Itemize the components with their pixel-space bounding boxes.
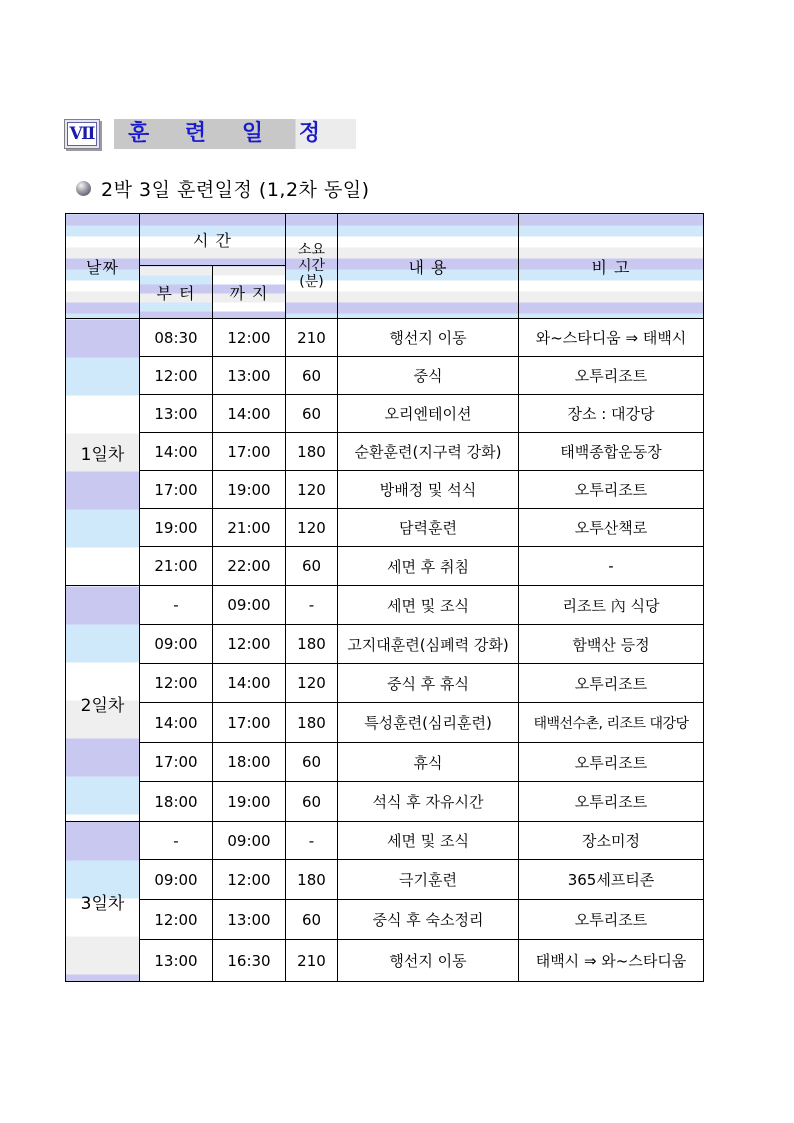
subtitle-text: 2박 3일 훈련일정 (1,2차 동일): [101, 178, 370, 201]
header-duration: 소요 시간 (분): [286, 214, 338, 319]
table-row: [66, 319, 704, 357]
time-to: 13:00: [213, 900, 286, 940]
content: 방배정 및 석식: [338, 471, 519, 509]
duration: 210: [286, 940, 338, 982]
duration: 60: [286, 547, 338, 586]
content: 행선지 이동: [338, 940, 519, 982]
duration: 210: [286, 319, 338, 357]
time-to: 12:00: [213, 860, 286, 900]
duration: -: [286, 822, 338, 860]
time-from: 17:00: [140, 743, 213, 782]
duration: 120: [286, 664, 338, 703]
content: 고지대훈련(심폐력 강화): [338, 625, 519, 664]
content: 석식 후 자유시간: [338, 782, 519, 822]
time-to: 12:00: [213, 625, 286, 664]
note: 오투리조트: [519, 471, 704, 509]
time-to: 09:00: [213, 822, 286, 860]
time-from: 12:00: [140, 357, 213, 395]
duration: 180: [286, 703, 338, 743]
time-from: 14:00: [140, 703, 213, 743]
time-to: 17:00: [213, 703, 286, 743]
note: 오투리조트: [519, 743, 704, 782]
table-row: [66, 743, 704, 782]
time-from: 18:00: [140, 782, 213, 822]
note: 오투리조트: [519, 664, 704, 703]
duration: 60: [286, 357, 338, 395]
time-from: 14:00: [140, 433, 213, 471]
content: 중식 후 휴식: [338, 664, 519, 703]
note: 365세프티존: [519, 860, 704, 900]
table-row: [66, 940, 704, 982]
note: 리조트 內 식당: [519, 586, 704, 625]
time-from: 09:00: [140, 860, 213, 900]
duration: 120: [286, 471, 338, 509]
time-to: 16:30: [213, 940, 286, 982]
time-from: -: [140, 586, 213, 625]
section-number-box: [64, 119, 100, 149]
schedule-subtitle: [76, 175, 370, 201]
duration: 60: [286, 743, 338, 782]
header-to: 까 지: [213, 266, 286, 319]
note: 오투리조트: [519, 357, 704, 395]
content: 휴식: [338, 743, 519, 782]
content: 세면 및 조식: [338, 822, 519, 860]
note: 함백산 등정: [519, 625, 704, 664]
section-number: Ⅶ: [67, 122, 97, 146]
time-to: 14:00: [213, 395, 286, 433]
duration: 180: [286, 433, 338, 471]
content: 중식: [338, 357, 519, 395]
duration: 60: [286, 782, 338, 822]
content: 특성훈련(심리훈련): [338, 703, 519, 743]
time-from: -: [140, 822, 213, 860]
table-row: [66, 471, 704, 509]
note: 태백시 ⇒ 와~스타디움: [519, 940, 704, 982]
content: 순환훈련(지구력 강화): [338, 433, 519, 471]
time-from: 21:00: [140, 547, 213, 586]
content: 담력훈련: [338, 509, 519, 547]
note: 와~스타디움 ⇒ 태백시: [519, 319, 704, 357]
content: 세면 후 취침: [338, 547, 519, 586]
time-to: 21:00: [213, 509, 286, 547]
time-from: 12:00: [140, 664, 213, 703]
sphere-bullet-icon: [76, 181, 91, 196]
time-to: 12:00: [213, 319, 286, 357]
section-header: [64, 117, 356, 151]
day-label: 1일차: [66, 319, 140, 586]
table-row: [66, 664, 704, 703]
time-to: 13:00: [213, 357, 286, 395]
day-label: 2일차: [66, 586, 140, 822]
header-from: 부 터: [140, 266, 213, 319]
header-note: 비 고: [519, 214, 704, 319]
content: 세면 및 조식: [338, 586, 519, 625]
note: 태백선수촌, 리조트 대강당: [519, 703, 704, 743]
duration: 120: [286, 509, 338, 547]
note: 태백종합운동장: [519, 433, 704, 471]
content: 극기훈련: [338, 860, 519, 900]
header-date: 날짜: [66, 214, 140, 319]
table-row: [66, 703, 704, 743]
time-to: 14:00: [213, 664, 286, 703]
table-row: [66, 822, 704, 860]
note: 장소미정: [519, 822, 704, 860]
note: 오투리조트: [519, 900, 704, 940]
duration: 180: [286, 860, 338, 900]
table-row: [66, 509, 704, 547]
time-to: 22:00: [213, 547, 286, 586]
note: 오투리조트: [519, 782, 704, 822]
time-to: 18:00: [213, 743, 286, 782]
section-title: 훈 련 일 정: [128, 121, 334, 146]
header-time: 시 간: [140, 214, 286, 266]
table-row: [66, 395, 704, 433]
note: 장소 : 대강당: [519, 395, 704, 433]
table-row: [66, 782, 704, 822]
time-to: 17:00: [213, 433, 286, 471]
table-row: [66, 625, 704, 664]
duration: 60: [286, 900, 338, 940]
content: 오리엔테이션: [338, 395, 519, 433]
header-content: 내 용: [338, 214, 519, 319]
time-from: 13:00: [140, 940, 213, 982]
duration: 180: [286, 625, 338, 664]
content: 행선지 이동: [338, 319, 519, 357]
time-from: 08:30: [140, 319, 213, 357]
time-from: 17:00: [140, 471, 213, 509]
time-from: 12:00: [140, 900, 213, 940]
note: -: [519, 547, 704, 586]
time-from: 19:00: [140, 509, 213, 547]
table-row: [66, 586, 704, 625]
schedule-table: [65, 213, 704, 982]
time-to: 19:00: [213, 782, 286, 822]
table-row: [66, 900, 704, 940]
table-row: [66, 357, 704, 395]
table-row: [66, 547, 704, 586]
time-to: 19:00: [213, 471, 286, 509]
duration: 60: [286, 395, 338, 433]
day-label: 3일차: [66, 822, 140, 982]
duration: -: [286, 586, 338, 625]
table-row: [66, 433, 704, 471]
time-from: 13:00: [140, 395, 213, 433]
time-to: 09:00: [213, 586, 286, 625]
table-row: [66, 860, 704, 900]
content: 중식 후 숙소정리: [338, 900, 519, 940]
time-from: 09:00: [140, 625, 213, 664]
note: 오투산책로: [519, 509, 704, 547]
